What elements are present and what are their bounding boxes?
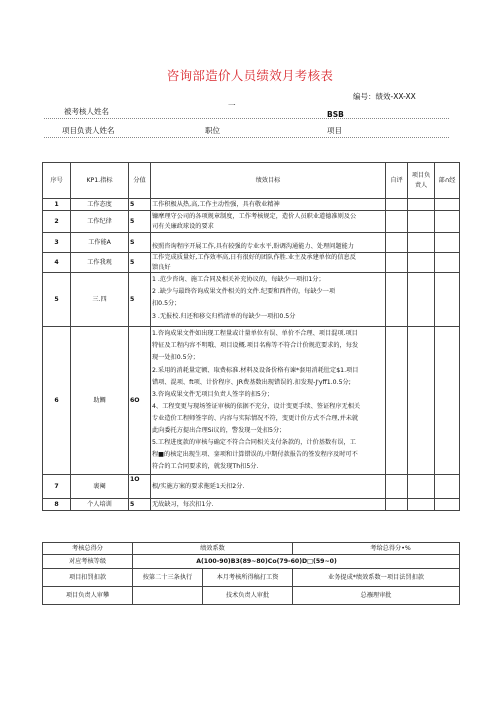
table-row [43, 273, 460, 327]
row-score: 5 [129, 273, 151, 327]
project-label: 项目 [327, 126, 342, 135]
manager-cell[interactable] [435, 253, 460, 273]
deduct-wage: 本月考核所得稿打工资 [203, 569, 293, 587]
goal-line: 馈良好 [152, 263, 171, 271]
total-score-label: 考核总得分 [43, 543, 133, 555]
deduct-rule: 按第二十三条执行 [133, 569, 203, 587]
header-score: 分值 [129, 163, 151, 199]
self-cell[interactable] [386, 233, 408, 253]
assessee-label: 被考核人姓名 [64, 107, 109, 116]
summary-row [43, 543, 460, 555]
row-goal [151, 273, 386, 327]
self-cell[interactable] [386, 273, 408, 327]
lead-cell[interactable] [408, 273, 435, 327]
lead-cell[interactable] [408, 253, 435, 273]
row-score: 5 [129, 199, 151, 211]
deduct-formula: 业务提成*绩效系数一项目法罚扣款 [293, 569, 460, 587]
manager-cell[interactable] [435, 327, 460, 475]
table-row [43, 499, 460, 511]
row-seq: 3 [43, 233, 71, 253]
table-row [43, 233, 460, 253]
row-seq: 6 [43, 327, 71, 475]
row-goal [151, 499, 386, 511]
goal-line: 无故缺习，每次扣1分. [152, 500, 214, 508]
summary-row [43, 569, 460, 587]
row-kpi: 工作态度 [71, 199, 129, 211]
row-score: 6O [129, 327, 151, 475]
header-seq: 序号 [43, 163, 71, 199]
goal-line: 错项、混项、ft项、计价程序、JR费基数出现错误的.扣发现-J'yff1.0.5分; [152, 378, 351, 386]
header-manager: 部∩经 [435, 163, 460, 199]
row-seq: 1 [43, 199, 71, 211]
row-seq: 8 [43, 499, 71, 511]
row-kpi: 工作纪律 [71, 211, 129, 233]
row-score: 5 [129, 499, 151, 511]
row-score: S [129, 233, 151, 253]
row-kpi: 工作能A [71, 233, 129, 253]
table-row [43, 253, 460, 273]
table-row [43, 199, 460, 211]
goal-line: 程■的核定出现生项、銮项和计算错误的,中期付款报告的签发程序及时可不 [152, 451, 358, 459]
row-kpi: 三.四 [71, 273, 129, 327]
self-cell[interactable] [386, 327, 408, 475]
row-kpi: 工作我观 [71, 253, 129, 273]
table-row [43, 211, 460, 233]
goal-line: 按照咨询程序开展工作,具有较强的专业水平,盼调沟通能力、处理问题能力 [152, 243, 354, 251]
self-cell[interactable] [386, 475, 408, 499]
manager-cell[interactable] [435, 499, 460, 511]
lead-cell[interactable] [408, 327, 435, 475]
summary-row [43, 587, 460, 605]
row-seq: 5 [43, 273, 71, 327]
goal-line: 镰摩理守公司的各项规章制度，工作考核规定，造价人员职业道德准则及公 [152, 212, 357, 220]
goal-line: 4、工程变更与现场签证审核的依据不充分，设计变更手续、签证程序无相关 [152, 402, 361, 410]
row-goal [151, 211, 386, 233]
lead-cell[interactable] [408, 233, 435, 253]
dash-mark: 一 [228, 101, 236, 110]
form-code: 编号：绩效-XX-XX [353, 92, 416, 101]
divider-line [44, 118, 449, 119]
row-score: 5 [129, 211, 151, 233]
self-cell[interactable] [386, 253, 408, 273]
page-title: 咨询部造价人员绩效月考核表 [166, 68, 334, 83]
sign-tech-lead: 技术负责人审批 [203, 587, 293, 605]
table-header-row [43, 163, 460, 199]
goal-line: 工作完成质量好,工作效率高,日有很好的团队作胜.业主及承建单位的信息反 [152, 254, 356, 261]
divider-line [44, 137, 449, 138]
goal-line: 此向委托方提出合理Si议的，警发现一处扣5分； [152, 426, 286, 434]
position-label: 职位 [205, 126, 220, 135]
goal-line: 2.采用的消耗量定额、取费标准.材料及设备价格有谏*套用消耗肚定$1.项目 [152, 366, 359, 374]
goal-line: 现一处扣0.5分； [152, 354, 199, 362]
summary-row [43, 555, 460, 569]
header-self: 自评 [386, 163, 408, 199]
manager-cell[interactable] [435, 233, 460, 253]
deduct-label: 项目扣罚扣款 [43, 569, 133, 587]
goal-line: 2 .缺少与最终咨询成果文件相关的文件.纪要和西件的，每缺少一项 [152, 288, 336, 296]
goal-line: 工作积极从热,高,工作主动性强，具有敬业精神 [152, 200, 280, 208]
row-kpi: 裹阉 [71, 475, 129, 499]
header-kpi: KP1.指标 [71, 163, 129, 199]
sign-project-lead-field[interactable] [133, 587, 203, 605]
goal-line: 3 .无报校.归还和移交归档清单的每缺少一项扣0.5分 [152, 312, 296, 320]
goal-line: 扣0.5分； [152, 300, 181, 308]
manager-cell[interactable] [435, 199, 460, 211]
goal-line: 专业造价工程师签字的、内容与实际情况不符，变更计价方式不合理,并未就 [152, 414, 359, 422]
header-goal: 绩效目标 [151, 163, 386, 199]
row-score: 5 [129, 253, 151, 273]
lead-cell[interactable] [408, 199, 435, 211]
goal-line: 符合的工合同要求的，就发现Th扣5分. [152, 463, 259, 471]
manager-cell[interactable] [435, 475, 460, 499]
goal-line: 5.工程进度款的审核与确定不符合合同相关支付条款的，计价基数有误，工 [152, 439, 356, 447]
row-seq: 4 [43, 253, 71, 273]
row-seq: 2 [43, 211, 71, 233]
grade-value: A(100-90)B3(89~80)Co(79-60)D□(59~0) [133, 555, 460, 569]
lead-cell[interactable] [408, 475, 435, 499]
manager-cell[interactable] [435, 273, 460, 327]
goal-line: 3.咨询成果文件无项目负责人签字的扣5分； [152, 390, 274, 398]
goal-line: 根/实施方案的要求拖延1天扣2分. [152, 482, 245, 490]
self-cell[interactable] [386, 499, 408, 511]
table-row [43, 327, 460, 475]
row-kpi: 助鯛 [71, 327, 129, 475]
header-lead: 项目负责人 [408, 163, 435, 199]
sign-gm: 总襁理审批 [293, 587, 460, 605]
summary-table [42, 542, 460, 605]
goal-line: 司有关廉政球设的要求 [152, 222, 214, 230]
score-pct-label: 考给总得分•% [293, 543, 460, 555]
grade-label: 对应考核等级 [43, 555, 133, 569]
row-goal [151, 233, 386, 253]
perf-coef-label: 绩效系数 [133, 543, 293, 555]
row-score: 1O [129, 475, 151, 499]
goal-line: 1 .范少咨询、施工合同及相关补充协议的，每缺少一项扣1分； [152, 276, 325, 284]
manager-cell[interactable] [435, 211, 460, 233]
row-goal [151, 199, 386, 211]
table-row [43, 475, 460, 499]
row-goal [151, 327, 386, 475]
bsb-mark: BSB [327, 110, 344, 119]
lead-cell[interactable] [408, 499, 435, 511]
goal-line: 1.咨询成果文件如出现工程量或计量单位有误、单价不合理、项目混项.项目 [152, 330, 358, 338]
project-lead-label: 项目负责人姓名 [62, 126, 115, 135]
goal-line: 特征及工程内容不明哦、项目设概.项目名称等不符合计价规范要求的，每发 [152, 342, 359, 350]
row-goal [151, 475, 386, 499]
row-kpi: 个人培训 [71, 499, 129, 511]
sign-project-lead: 项目负责人审攀 [43, 587, 133, 605]
assessment-table [42, 162, 460, 511]
lead-cell[interactable] [408, 211, 435, 233]
row-goal [151, 253, 386, 273]
self-cell[interactable] [386, 211, 408, 233]
self-cell[interactable] [386, 199, 408, 211]
row-seq: 7 [43, 475, 71, 499]
